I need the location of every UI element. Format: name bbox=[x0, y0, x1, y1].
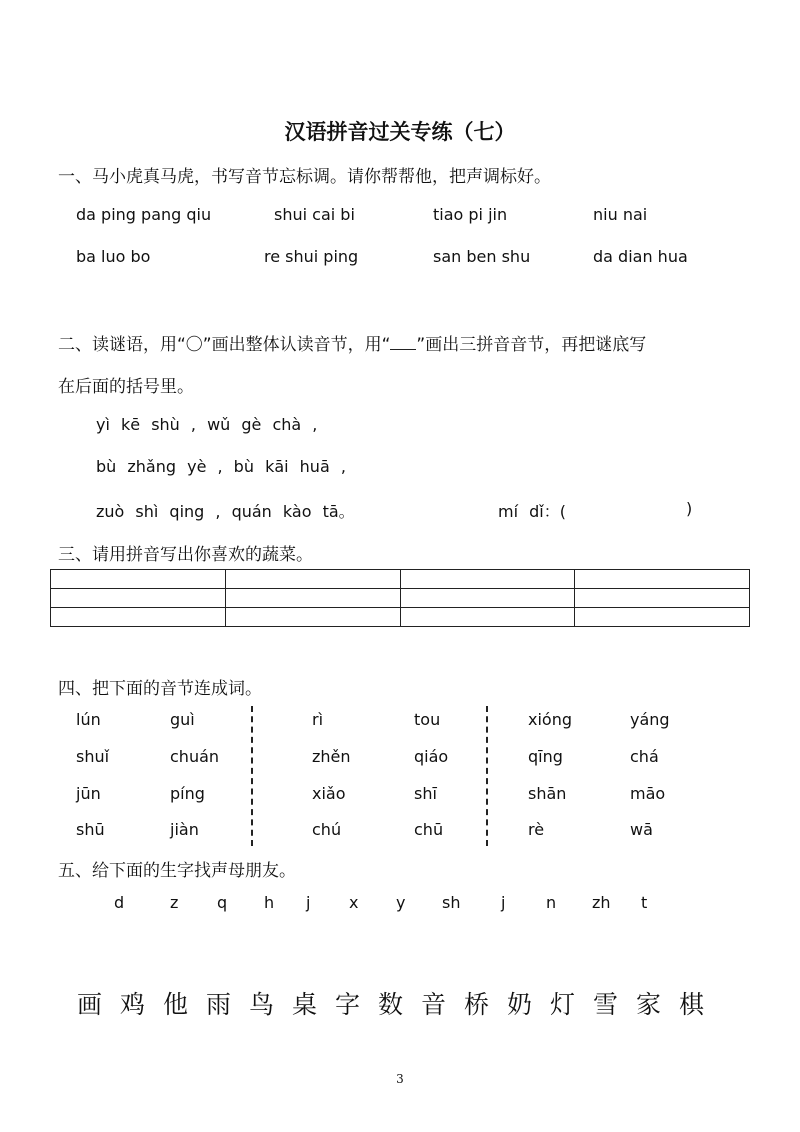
syllable: xióng bbox=[528, 710, 572, 729]
grid-cell[interactable] bbox=[51, 570, 226, 589]
q3-prompt: 三、请用拼音写出你喜欢的蔬菜。 bbox=[58, 545, 313, 565]
q2-prompt-part-b: ”画出三拼音音节，再把谜底写 bbox=[416, 335, 647, 355]
riddle-answer-close: ) bbox=[686, 499, 693, 518]
syllable: māo bbox=[630, 784, 666, 803]
syllable: qiáo bbox=[414, 747, 449, 766]
syllable: qīng bbox=[528, 747, 563, 766]
q1-item: re shui ping bbox=[264, 247, 359, 266]
grid-cell[interactable] bbox=[225, 570, 400, 589]
hanzi-char: 鸡 bbox=[120, 990, 146, 1019]
riddle-line: zuò shì qing , quán kào tā。 bbox=[96, 502, 355, 521]
dashed-divider bbox=[251, 706, 253, 846]
vegetable-answer-grid bbox=[50, 569, 750, 627]
q2-prompt-line2: 在后面的括号里。 bbox=[58, 377, 194, 397]
q5-prompt: 五、给下面的生字找声母朋友。 bbox=[58, 861, 296, 881]
grid-cell[interactable] bbox=[575, 570, 750, 589]
initial-letter: zh bbox=[592, 893, 611, 912]
initial-letter: q bbox=[217, 893, 228, 912]
q1-item: niu nai bbox=[593, 205, 648, 224]
syllable: yáng bbox=[630, 710, 670, 729]
grid-cell[interactable] bbox=[575, 589, 750, 608]
hanzi-char: 雨 bbox=[206, 990, 232, 1019]
grid-cell[interactable] bbox=[400, 608, 575, 627]
hanzi-char: 奶 bbox=[507, 990, 533, 1019]
initial-letter: x bbox=[349, 893, 359, 912]
riddle-line: yì kē shù , wǔ gè chà , bbox=[96, 415, 318, 434]
q4-prompt: 四、把下面的音节连成词。 bbox=[58, 679, 262, 699]
grid-cell[interactable] bbox=[51, 589, 226, 608]
hanzi-char: 棋 bbox=[679, 990, 705, 1019]
syllable: rì bbox=[312, 710, 324, 729]
grid-cell[interactable] bbox=[400, 570, 575, 589]
page-number: 3 bbox=[396, 1072, 404, 1086]
syllable: rè bbox=[528, 820, 545, 839]
syllable: chū bbox=[414, 820, 444, 839]
hanzi-char: 画 bbox=[77, 990, 103, 1019]
hanzi-char: 音 bbox=[421, 990, 447, 1019]
hanzi-char: 家 bbox=[636, 990, 662, 1019]
hanzi-char: 桌 bbox=[292, 990, 318, 1019]
initial-letter: j bbox=[501, 893, 506, 912]
q1-item: ba luo bo bbox=[76, 247, 151, 266]
syllable: xiǎo bbox=[312, 784, 346, 803]
syllable: tou bbox=[414, 710, 441, 729]
initial-letter: h bbox=[264, 893, 275, 912]
syllable: lún bbox=[76, 710, 101, 729]
q1-item: shui cai bi bbox=[274, 205, 355, 224]
syllable: jūn bbox=[76, 784, 101, 803]
riddle-answer-label: mí dǐ：( bbox=[498, 502, 566, 521]
q1-item: da dian hua bbox=[593, 247, 688, 266]
grid-cell[interactable] bbox=[225, 589, 400, 608]
underline-symbol bbox=[390, 337, 416, 350]
q2-prompt bbox=[58, 330, 646, 355]
syllable: chá bbox=[630, 747, 659, 766]
initial-letter: z bbox=[170, 893, 179, 912]
initial-letter: y bbox=[396, 893, 406, 912]
riddle-line: bù zhǎng yè , bù kāi huā , bbox=[96, 457, 346, 476]
page-title: 汉语拼音过关专练（七） bbox=[284, 120, 516, 144]
q1-item: tiao pi jin bbox=[433, 205, 508, 224]
syllable: chuán bbox=[170, 747, 220, 766]
syllable: shū bbox=[76, 820, 105, 839]
syllable: jiàn bbox=[170, 820, 199, 839]
initial-letter: sh bbox=[442, 893, 461, 912]
syllable: shuǐ bbox=[76, 747, 110, 766]
hanzi-char: 数 bbox=[378, 990, 404, 1019]
initial-letter: t bbox=[641, 893, 648, 912]
grid-cell[interactable] bbox=[225, 608, 400, 627]
hanzi-char: 字 bbox=[335, 990, 361, 1019]
hanzi-char: 鸟 bbox=[249, 990, 275, 1019]
hanzi-char: 灯 bbox=[550, 990, 576, 1019]
hanzi-char: 桥 bbox=[464, 990, 490, 1019]
syllable: píng bbox=[170, 784, 205, 803]
syllable: shān bbox=[528, 784, 567, 803]
grid-cell[interactable] bbox=[575, 608, 750, 627]
syllable: zhěn bbox=[312, 747, 351, 766]
syllable: chú bbox=[312, 820, 342, 839]
syllable: guì bbox=[170, 710, 195, 729]
q1-prompt: 一、马小虎真马虎，书写音节忘标调。请你帮帮他，把声调标好。 bbox=[58, 167, 551, 187]
syllable: shī bbox=[414, 784, 437, 803]
dashed-divider bbox=[486, 706, 488, 846]
grid-cell[interactable] bbox=[51, 608, 226, 627]
initial-letter: d bbox=[114, 893, 125, 912]
syllable: wā bbox=[630, 820, 653, 839]
initial-letter: j bbox=[306, 893, 311, 912]
grid-cell[interactable] bbox=[400, 589, 575, 608]
q2-prompt-part-a: 二、读谜语，用“〇”画出整体认读音节，用“ bbox=[58, 335, 391, 355]
q1-item: san ben shu bbox=[433, 247, 531, 266]
initial-letter: n bbox=[546, 893, 557, 912]
q1-item: da ping pang qiu bbox=[76, 205, 212, 224]
hanzi-char: 雪 bbox=[593, 990, 619, 1019]
hanzi-char: 他 bbox=[163, 990, 189, 1019]
